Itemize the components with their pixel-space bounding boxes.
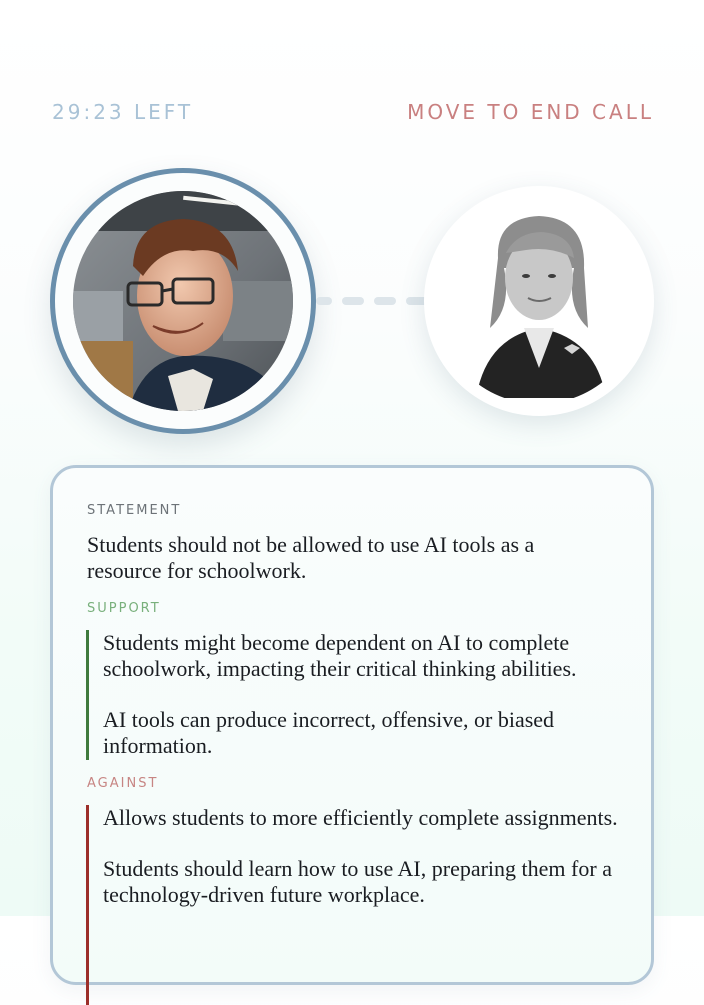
call-header bbox=[52, 100, 654, 126]
support-argument: AI tools can produce incorrect, offensive, or biased information. bbox=[103, 707, 555, 758]
user-photo-image bbox=[73, 191, 293, 411]
statement-card bbox=[50, 465, 654, 985]
against-list bbox=[86, 805, 646, 1005]
against-argument: Allows students to more efficiently complete assignments. bbox=[103, 805, 618, 830]
against-argument: Students should learn how to use AI, preparing them for a technology-driven future workplace. bbox=[103, 856, 612, 907]
user-avatar bbox=[50, 168, 316, 434]
time-remaining: 29:23 LEFT bbox=[52, 100, 194, 124]
partner-photo-image bbox=[436, 198, 642, 404]
partner-photo bbox=[436, 198, 642, 404]
end-call-button[interactable]: MOVE TO END CALL bbox=[407, 100, 654, 124]
connection-indicator bbox=[316, 296, 428, 306]
partner-avatar bbox=[424, 186, 654, 416]
against-label: AGAINST bbox=[87, 776, 159, 791]
support-list bbox=[86, 630, 646, 760]
user-photo bbox=[73, 191, 293, 411]
support-argument: Students might become dependent on AI to complete schoolwork, impacting their critical thinking abilities. bbox=[103, 630, 577, 681]
statement-label: STATEMENT bbox=[87, 503, 182, 518]
support-label: SUPPORT bbox=[87, 601, 161, 616]
statement-text: Students should not be allowed to use AI tools as a resource for schoolwork. bbox=[87, 532, 535, 583]
